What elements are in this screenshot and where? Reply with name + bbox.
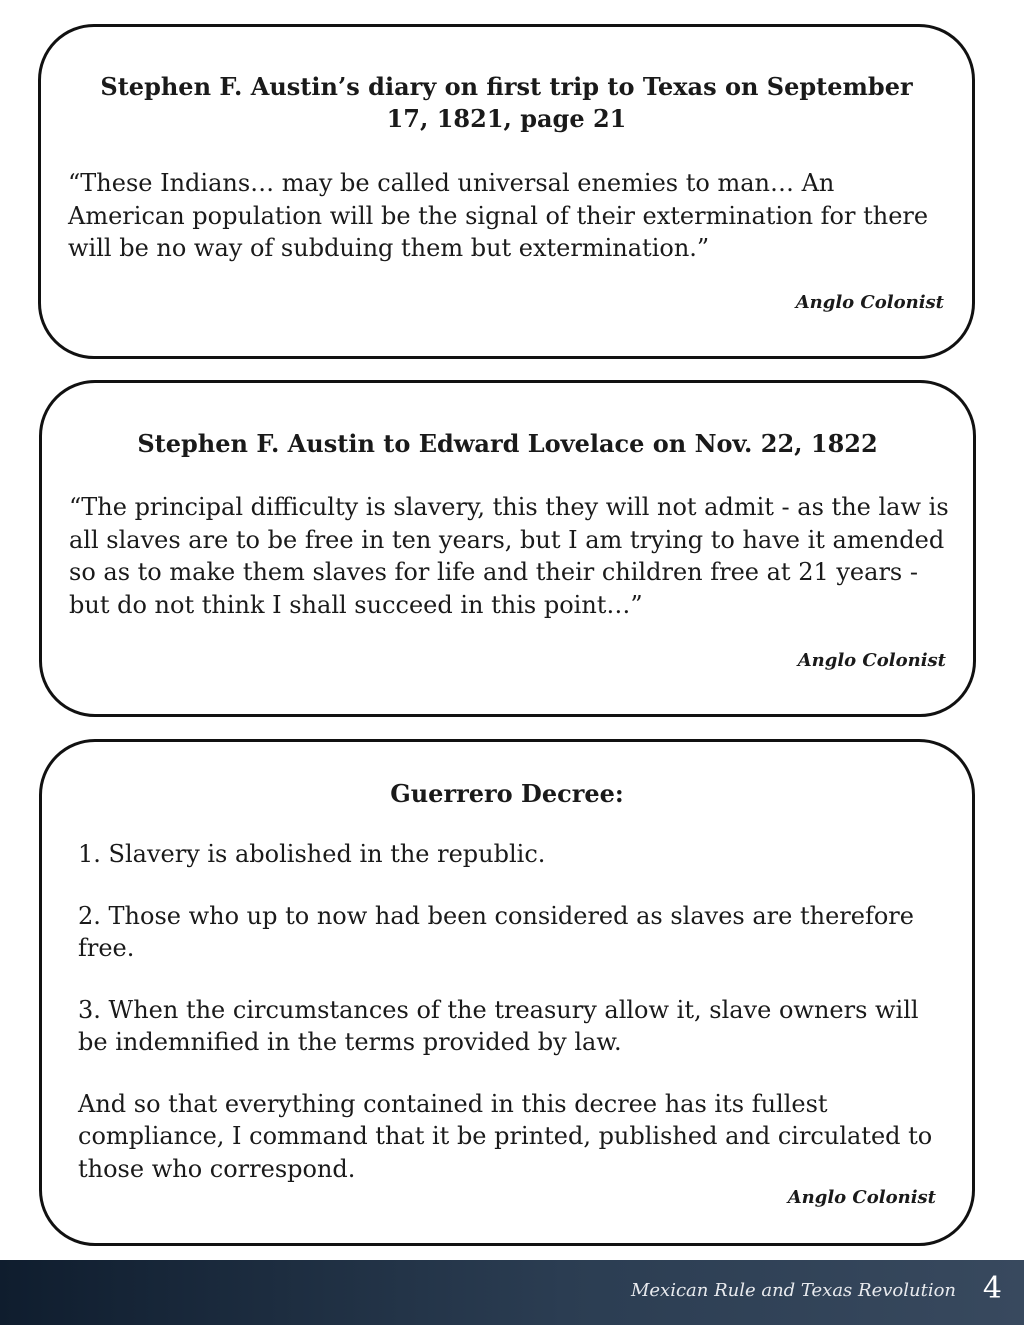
source-card-austin-diary — [38, 24, 975, 359]
source-card-austin-letter — [39, 380, 976, 717]
card-title: Stephen F. Austin’s diary on first trip to Texas on September 17, 1821, page 21 — [100, 72, 913, 133]
footer-title: Mexican Rule and Texas Revolution — [630, 1280, 956, 1301]
attribution-label: Anglo Colonist — [795, 292, 944, 313]
decree-item: 3. When the circumstances of the treasury allow it, slave owners will be indemnified in the terms provided by law. — [78, 995, 919, 1056]
quote-text: “These Indians… may be called universal enemies to man… An American population will be the signal of their extermination for there will be no way of subduing them but extermination.” — [68, 169, 929, 262]
decree-closing-text: And so that everything contained in this decree has its fullest compliance, I command that it be printed, published and circulated to those who correspond. — [78, 1089, 933, 1183]
attribution-label: Anglo Colonist — [797, 650, 946, 671]
attribution-label: Anglo Colonist — [787, 1187, 936, 1208]
quote-text: “The principal difficulty is slavery, this they will not admit - as the law is all slaves are to be free in ten years, but I am trying to have it amended so as to make them slaves for life and their children free at 21 years - but do not think I shall succeed in this point…” — [69, 493, 949, 619]
source-card-guerrero-decree — [39, 739, 975, 1246]
decree-item: 2. Those who up to now had been considered as slaves are therefore free. — [78, 901, 914, 962]
decree-list — [78, 838, 942, 1185]
page-footer — [0, 1260, 1024, 1325]
page-number: 4 — [982, 1271, 1002, 1306]
decree-item: 1. Slavery is abolished in the republic. — [78, 840, 546, 868]
card-title: Guerrero Decree: — [390, 779, 624, 808]
card-title: Stephen F. Austin to Edward Lovelace on Nov. 22, 1822 — [137, 429, 878, 458]
